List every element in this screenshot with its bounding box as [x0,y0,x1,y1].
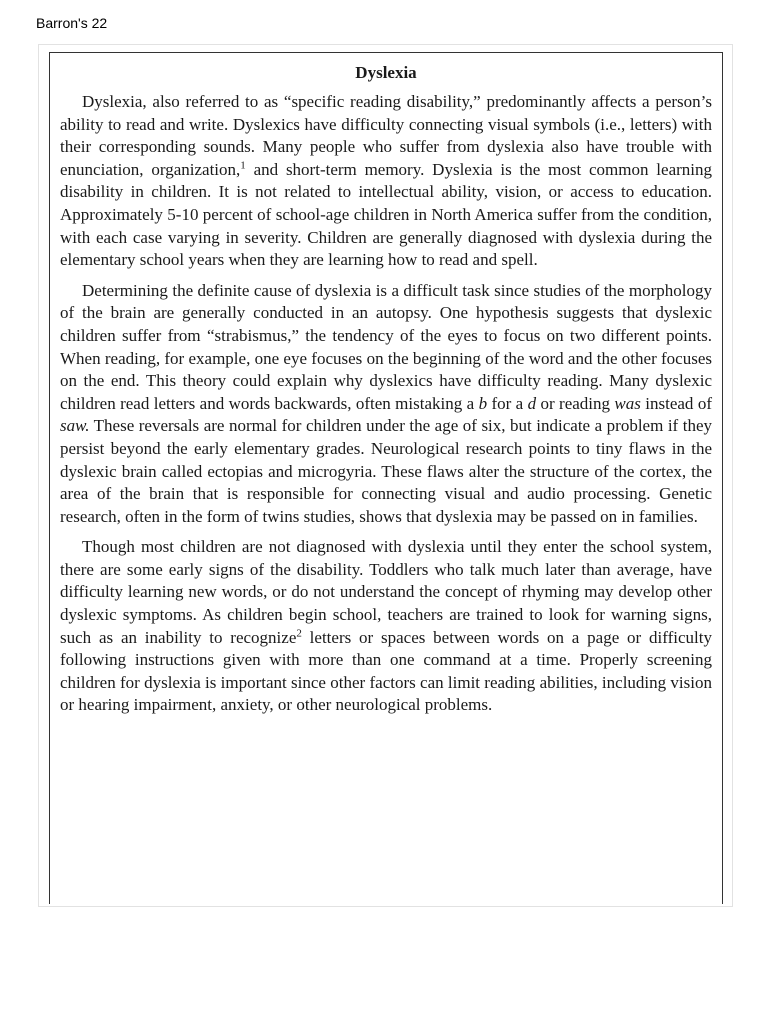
passage-paragraph-3 [60,536,712,717]
italic-word: saw. [60,416,90,436]
page-header-label: Barron's 22 [36,15,108,31]
paragraph-text: and short-term memory. Dyslexia is the most common learning disability in children. It is not related to intellectual ability, vision, or access to education. Approximately 5-10 percent of school-age children in North America suffer from the condition, with each case varying in severity. Children are generally diagnosed with dyslexia during the elementary school years when they are learning how to read and spell. [60,159,712,270]
passage-paragraph-1 [60,91,712,272]
paragraph-text: Though most children are not diagnosed with dyslexia until they enter the school system, there are some early signs of the disability. Toddlers who talk much later than average, have difficulty learning new words, or do not understand the concept of rhyming may develop other dyslexic symptoms. As children begin school, teachers are trained to look for warning signs, such as an inability to recognize [60,537,712,647]
paragraph-text: These reversals are normal for children under the age of six, but indicate a problem if they persist beyond the early elementary grades. Neurological research points to tiny flaws in the dyslexic brain called ectopias and microgyria. These flaws alter the structure of the cortex, the area of the brain that is responsible for connecting visual and audio processing. Genetic research, often in the form of twins studies, shows that dyslexia may be passed on in families. [60,416,712,526]
passage-paragraph-2 [60,280,712,529]
paragraph-text: Dyslexia, also referred to as “specific reading disability,” predominantly affects a person’s ability to read and write. Dyslexics have difficulty connecting visual symbols (i.e., letters) with their corresponding sounds. Many people who suffer from dyslexia also have trouble with enunciation, organization, [60,92,712,179]
italic-word: b [478,393,488,413]
footnote-marker: 2 [296,627,302,639]
paragraph-text: for a [487,393,528,413]
italic-word: d [527,393,537,413]
passage-box [49,52,723,904]
paragraph-text: or reading [536,393,615,413]
passage-title: Dyslexia [355,63,417,82]
paragraph-text: letters or spaces between words on a page or difficulty following instructions given with more than one command at a time. Properly screening children for dyslexia is important since other factors can limit reading abilities, including vision or hearing impairment, anxiety, or other neurological problems. [60,627,712,715]
footnote-marker: 1 [240,159,246,172]
paragraph-text: instead of [640,393,712,413]
passage-body [50,53,722,717]
paragraph-text: Determining the definite cause of dyslexia is a difficult task since studies of the morphology of the brain are generally conducted in an autopsy. One hypothesis suggests that dyslexic children suffer from “strabismus,” the tendency of the eyes to focus on two different points. When reading, for example, one eye focuses on the beginning of the word and the other focuses on the end. This theory could explain why dyslexics have difficulty reading. Many dyslexic children read letters and words backwards, often mistaking a [60,280,712,413]
italic-word: was [614,393,641,413]
